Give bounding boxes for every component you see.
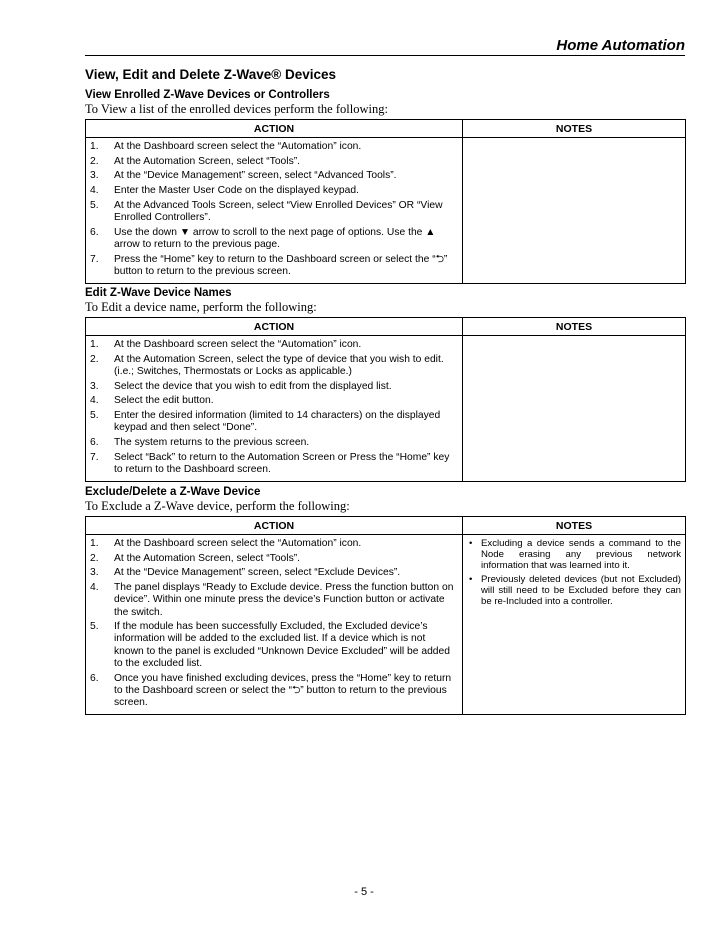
list-item: 7. Select “Back” to return to the Automation Screen or Press the “Home” key to return to the Dashboard screen.	[90, 451, 450, 475]
document-title: View, Edit and Delete Z-Wave® Devices	[85, 67, 337, 82]
list-item: 4. Enter the Master User Code on the displayed keypad.	[90, 185, 359, 197]
list-item: 2. At the Automation Screen, select the type of device that you wish to edit. (i.e.; Switches, Thermostats or Locks as applicable.)	[90, 353, 444, 377]
list-item: 7. Press the “Home” key to return to the Dashboard screen or select the “⮌” button to return to the previous screen.	[90, 253, 448, 277]
list-item: • Excluding a device sends a command to the Node erasing any previous network information that was learned into it.	[469, 538, 681, 572]
action-cell	[86, 138, 463, 284]
header-rule	[85, 55, 685, 56]
exclude-intro: To Exclude a Z-Wave device, perform the following:	[85, 499, 350, 513]
list-item: 3. At the “Device Management” screen, select “Advanced Tools”.	[90, 170, 397, 182]
view-intro: To View a list of the enrolled devices perform the following:	[85, 102, 388, 116]
notes-column-header: NOTES	[463, 517, 686, 535]
edit-steps-table	[85, 317, 686, 482]
edit-section	[85, 286, 685, 482]
step-list	[86, 535, 462, 714]
list-item: 2. At the Automation Screen, select “Tools”.	[90, 155, 301, 167]
list-item: 4. Select the edit button.	[90, 395, 214, 407]
list-item: 6. The system returns to the previous screen.	[90, 436, 310, 448]
action-column-header: ACTION	[86, 318, 463, 336]
exclude-steps-table	[85, 516, 686, 715]
list-item: 2. At the Automation Screen, select “Tools”.	[90, 552, 301, 564]
notes-cell	[463, 535, 686, 715]
action-cell	[86, 336, 463, 482]
list-item: 1. At the Dashboard screen select the “Automation” icon.	[90, 141, 362, 152]
step-list	[86, 336, 462, 481]
list-item: 5. If the module has been successfully Excluded, the Excluded device’s information will be added to the excluded list. If a device which is not known to the panel is excluded “Unknown Device Excluded” will be added to the excluded list.	[90, 621, 450, 669]
note-list	[463, 535, 685, 611]
step-list	[86, 138, 462, 283]
page-number: - 5 -	[354, 886, 374, 898]
list-item: 6. Once you have finished excluding devices, press the “Home” key to return to the Dashboard screen or select the “⮌” button to return to the previous screen.	[90, 672, 452, 708]
header-title: Home Automation	[556, 37, 685, 54]
edit-heading: Edit Z-Wave Device Names	[85, 287, 232, 299]
list-item: 1. At the Dashboard screen select the “Automation” icon.	[90, 538, 362, 549]
list-item: 5. At the Advanced Tools Screen, select “View Enrolled Devices” OR “View Enrolled Controllers”.	[90, 199, 443, 224]
exclude-section	[85, 485, 685, 715]
list-item: 5. Enter the desired information (limited to 14 characters) on the displayed keypad and then select “Done”.	[90, 410, 441, 434]
action-column-header: ACTION	[86, 517, 463, 535]
list-item: 4. The panel displays “Ready to Exclude device. Press the function button on device”. Within one minute press the device’s Function button or activate the switch.	[90, 582, 454, 618]
list-item: 1. At the Dashboard screen select the “Automation” icon.	[90, 339, 362, 350]
notes-cell	[463, 336, 686, 482]
view-section	[85, 88, 685, 284]
notes-column-header: NOTES	[463, 318, 686, 336]
action-column-header: ACTION	[86, 120, 463, 138]
view-steps-table	[85, 119, 686, 284]
action-cell	[86, 535, 463, 715]
view-heading: View Enrolled Z-Wave Devices or Controllers	[85, 89, 330, 101]
list-item: • Previously deleted devices (but not Excluded) will still need to be Excluded before they can be re-Included into a controller.	[469, 573, 681, 608]
list-item: 3. At the “Device Management” screen, select “Exclude Devices”.	[90, 567, 401, 579]
notes-cell	[463, 138, 686, 284]
edit-intro: To Edit a device name, perform the following:	[85, 300, 317, 314]
list-item: 3. Select the device that you wish to edit from the displayed list.	[90, 380, 392, 392]
notes-column-header: NOTES	[463, 120, 686, 138]
list-item: 6. Use the down ▼ arrow to scroll to the next page of options. Use the ▲ arrow to return to the previous page.	[90, 226, 436, 250]
exclude-heading: Exclude/Delete a Z-Wave Device	[85, 486, 261, 498]
